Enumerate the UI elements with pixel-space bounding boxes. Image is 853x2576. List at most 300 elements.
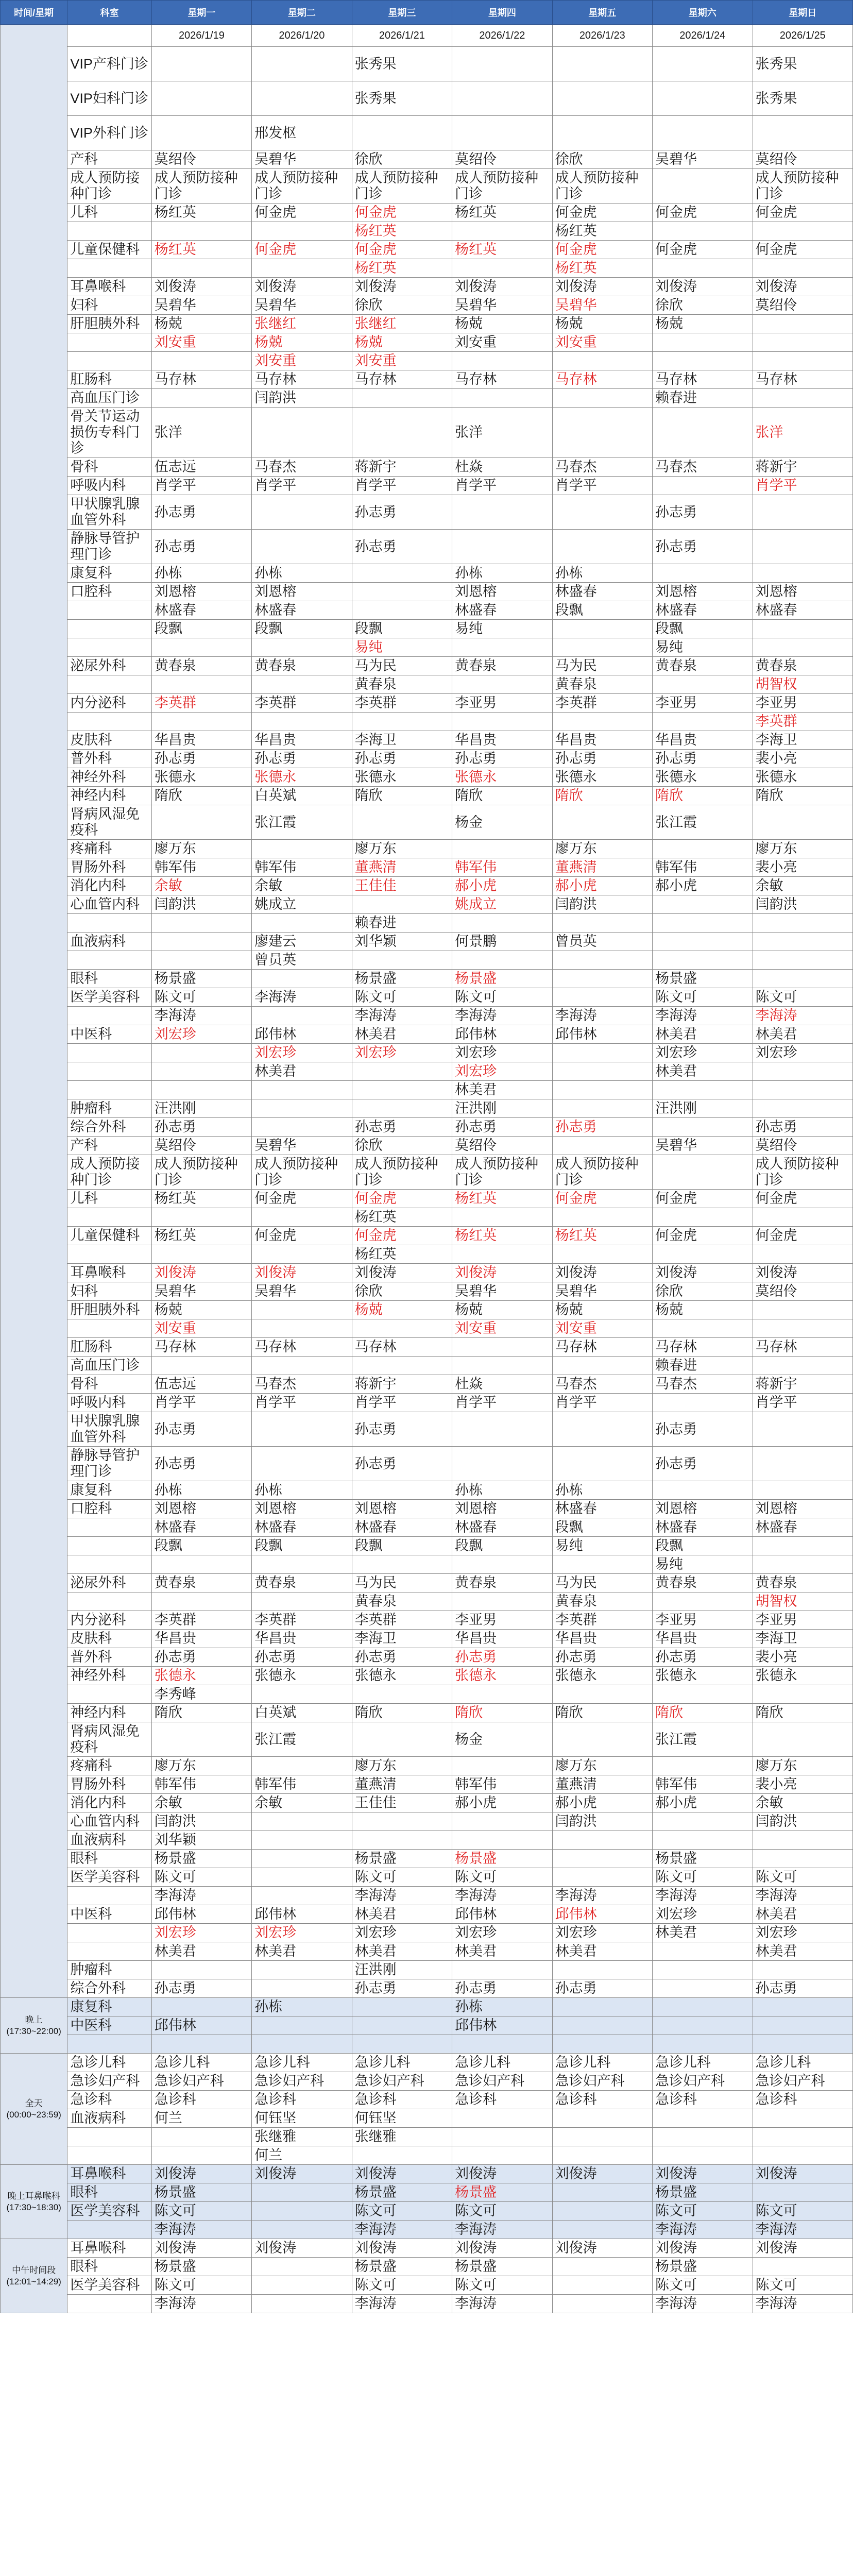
doctor-cell	[552, 47, 652, 81]
doctor-cell	[151, 1081, 251, 1099]
doctor-cell: 急诊科	[552, 2091, 652, 2109]
doctor-cell	[452, 1831, 552, 1850]
doctor-cell: 孙志勇	[552, 1118, 652, 1137]
doctor-cell: 闫韵洪	[753, 1812, 852, 1831]
doctor-cell: 廖万东	[552, 840, 652, 858]
table-row	[1, 1264, 853, 1282]
doctor-cell	[753, 1685, 852, 1704]
doctor-cell: 刘俊涛	[753, 1264, 852, 1282]
doctor-cell: 孙志勇	[151, 1447, 251, 1481]
department-cell	[67, 1081, 151, 1099]
department-cell: 中医科	[67, 1025, 151, 1044]
doctor-cell: 李海涛	[653, 2295, 753, 2313]
department-cell: 骨关节运动损伤专科门诊	[67, 408, 151, 458]
department-cell: 耳鼻喉科	[67, 2239, 151, 2258]
doctor-cell: 华昌贵	[452, 1630, 552, 1648]
doctor-cell: 刘宏珍	[151, 1025, 251, 1044]
doctor-cell: 黄春泉	[753, 1574, 852, 1592]
doctor-cell: 徐欣	[552, 150, 652, 169]
doctor-cell: 裴小亮	[753, 858, 852, 877]
doctor-cell	[452, 116, 552, 150]
department-cell: 产科	[67, 150, 151, 169]
doctor-cell: 马存林	[653, 1338, 753, 1357]
doctor-cell: 林盛春	[452, 601, 552, 620]
date-cell: 2026/1/20	[252, 25, 352, 47]
department-cell: 口腔科	[67, 583, 151, 601]
doctor-cell: 何金虎	[653, 1227, 753, 1245]
doctor-cell: 李海涛	[753, 1007, 852, 1025]
doctor-cell: 刘华颖	[151, 1831, 251, 1850]
doctor-cell	[352, 389, 452, 408]
doctor-cell	[552, 1447, 652, 1481]
table-row	[1, 1924, 853, 1942]
department-cell	[67, 25, 151, 47]
doctor-cell: 刘俊涛	[452, 2239, 552, 2258]
doctor-cell: 孙栋	[452, 564, 552, 583]
doctor-cell: 刘恩榕	[151, 1500, 251, 1518]
doctor-cell: 杨红英	[352, 1208, 452, 1227]
department-cell	[67, 638, 151, 657]
doctor-cell: 肖学平	[352, 477, 452, 495]
doctor-cell: 段飘	[151, 1537, 251, 1555]
doctor-cell: 华昌贵	[552, 1630, 652, 1648]
table-row	[1, 2183, 853, 2202]
doctor-cell	[552, 1137, 652, 1155]
doctor-cell: 何金虎	[753, 241, 852, 259]
table-row	[1, 1282, 853, 1301]
doctor-cell: 赖春进	[653, 389, 753, 408]
doctor-cell: 成人预防接种门诊	[452, 1155, 552, 1190]
doctor-cell: 马春杰	[653, 1375, 753, 1394]
doctor-cell: 刘安重	[452, 333, 552, 352]
doctor-cell	[252, 675, 352, 694]
doctor-cell	[753, 1537, 852, 1555]
time-section	[1, 25, 853, 1998]
doctor-cell: 陈文可	[151, 2202, 251, 2221]
doctor-cell	[252, 1447, 352, 1481]
table-row	[1, 2035, 853, 2054]
doctor-cell: 赖春进	[352, 914, 452, 933]
doctor-cell: 李亚男	[653, 694, 753, 713]
doctor-cell	[151, 1062, 251, 1081]
doctor-cell: 何金虎	[252, 204, 352, 222]
doctor-cell	[151, 47, 251, 81]
doctor-cell: 孙栋	[452, 1481, 552, 1500]
doctor-cell	[552, 951, 652, 970]
doctor-cell: 刘宏珍	[552, 1924, 652, 1942]
table-row	[1, 1245, 853, 1264]
doctor-cell: 杨景盛	[352, 970, 452, 988]
doctor-cell: 孙志勇	[252, 750, 352, 768]
doctor-cell	[352, 1081, 452, 1099]
doctor-cell: 刘恩榕	[653, 583, 753, 601]
doctor-cell: 李亚男	[452, 694, 552, 713]
doctor-cell: 孙志勇	[352, 1979, 452, 1998]
doctor-cell: 徐欣	[352, 296, 452, 315]
doctor-cell: 何兰	[252, 2146, 352, 2165]
doctor-cell	[753, 2128, 852, 2146]
doctor-cell: 蒋新宇	[753, 458, 852, 477]
doctor-cell: 林盛春	[252, 1518, 352, 1537]
doctor-cell	[753, 1831, 852, 1850]
doctor-cell: 马存林	[653, 370, 753, 389]
doctor-cell	[252, 1685, 352, 1704]
doctor-cell: 张继红	[252, 315, 352, 333]
doctor-cell: 杨景盛	[352, 2183, 452, 2202]
department-cell: 医学美容科	[67, 1868, 151, 1887]
doctor-cell	[452, 1338, 552, 1357]
doctor-cell: 刘俊涛	[151, 2165, 251, 2183]
doctor-cell: 韩军伟	[452, 858, 552, 877]
doctor-cell: 伍志远	[151, 458, 251, 477]
doctor-cell: 刘俊涛	[452, 2165, 552, 2183]
table-row	[1, 1905, 853, 1924]
doctor-cell	[252, 259, 352, 278]
doctor-cell	[352, 408, 452, 458]
doctor-cell: 姚成立	[452, 895, 552, 914]
doctor-cell: 杨景盛	[452, 2183, 552, 2202]
department-cell	[67, 914, 151, 933]
doctor-cell: 刘宏珍	[252, 1924, 352, 1942]
doctor-cell: 韩军伟	[252, 858, 352, 877]
doctor-cell: 急诊科	[151, 2091, 251, 2109]
doctor-cell: 邱伟林	[151, 1905, 251, 1924]
doctor-cell: 华昌贵	[252, 1630, 352, 1648]
doctor-cell: 廖万东	[352, 1757, 452, 1775]
table-row	[1, 787, 853, 805]
doctor-cell: 林美君	[653, 1062, 753, 1081]
table-row	[1, 2054, 853, 2072]
doctor-cell: 杨兢	[452, 1301, 552, 1319]
table-row	[1, 1190, 853, 1208]
doctor-cell	[753, 2183, 852, 2202]
date-row	[1, 25, 853, 47]
doctor-cell: 吴碧华	[252, 296, 352, 315]
department-cell: 泌尿外科	[67, 657, 151, 675]
department-cell: 口腔科	[67, 1500, 151, 1518]
doctor-cell: 邱伟林	[252, 1905, 352, 1924]
doctor-cell	[252, 970, 352, 988]
department-cell	[67, 601, 151, 620]
doctor-cell: 张德永	[452, 768, 552, 787]
doctor-cell: 陈文可	[352, 1868, 452, 1887]
doctor-cell: 陈文可	[452, 1868, 552, 1887]
doctor-cell: 张洋	[753, 408, 852, 458]
doctor-cell: 刘恩榕	[151, 583, 251, 601]
doctor-cell: 刘恩榕	[352, 1500, 452, 1518]
table-row	[1, 2146, 853, 2165]
doctor-cell	[653, 1812, 753, 1831]
doctor-cell: 成人预防接种门诊	[352, 169, 452, 204]
doctor-cell: 李亚男	[452, 1611, 552, 1630]
doctor-cell: 孙志勇	[151, 1648, 251, 1667]
department-cell: 眼科	[67, 1850, 151, 1868]
department-cell	[67, 1592, 151, 1611]
doctor-cell	[653, 2128, 753, 2146]
doctor-cell	[151, 933, 251, 951]
doctor-cell: 刘恩榕	[452, 1500, 552, 1518]
doctor-cell: 刘华颖	[352, 933, 452, 951]
doctor-cell	[252, 530, 352, 564]
department-cell	[67, 620, 151, 638]
doctor-cell: 林盛春	[151, 1518, 251, 1537]
doctor-cell: 吴碧华	[151, 1282, 251, 1301]
doctor-cell: 急诊科	[753, 2091, 852, 2109]
doctor-cell: 急诊儿科	[151, 2054, 251, 2072]
doctor-cell: 马为民	[352, 657, 452, 675]
doctor-cell: 杨红英	[151, 204, 251, 222]
doctor-cell: 肖学平	[452, 1394, 552, 1412]
doctor-cell: 何金虎	[352, 241, 452, 259]
doctor-cell	[653, 1942, 753, 1961]
table-row	[1, 2276, 853, 2295]
doctor-cell: 韩军伟	[653, 1775, 753, 1794]
doctor-cell: 杨景盛	[653, 1850, 753, 1868]
table-row	[1, 805, 853, 840]
doctor-cell	[653, 1592, 753, 1611]
doctor-cell: 张江霞	[252, 805, 352, 840]
doctor-cell	[552, 1245, 652, 1264]
doctor-cell: 孙志勇	[352, 750, 452, 768]
doctor-cell: 林美君	[753, 1025, 852, 1044]
doctor-cell	[352, 895, 452, 914]
table-row	[1, 370, 853, 389]
doctor-cell: 刘恩榕	[753, 583, 852, 601]
doctor-cell	[753, 951, 852, 970]
doctor-cell: 急诊儿科	[552, 2054, 652, 2072]
doctor-cell: 林美君	[151, 1942, 251, 1961]
table-row	[1, 951, 853, 970]
doctor-cell: 董燕清	[352, 1775, 452, 1794]
doctor-cell: 刘俊涛	[653, 2239, 753, 2258]
doctor-cell: 闫韵洪	[151, 895, 251, 914]
doctor-cell	[552, 1868, 652, 1887]
doctor-cell	[653, 1208, 753, 1227]
department-cell	[67, 1942, 151, 1961]
doctor-cell: 吴碧华	[151, 296, 251, 315]
doctor-cell: 华昌贵	[151, 731, 251, 750]
doctor-cell	[252, 1555, 352, 1574]
table-row	[1, 2221, 853, 2239]
doctor-cell	[653, 2109, 753, 2128]
doctor-cell	[252, 1301, 352, 1319]
doctor-cell	[151, 2035, 251, 2054]
doctor-cell	[753, 914, 852, 933]
department-cell: 康复科	[67, 1998, 151, 2016]
doctor-cell: 姚成立	[252, 895, 352, 914]
table-row	[1, 1887, 853, 1905]
time-period-cell: 晚上 (17:30~22:00)	[1, 1998, 67, 2054]
doctor-cell	[252, 81, 352, 116]
doctor-cell: 裴小亮	[753, 750, 852, 768]
doctor-cell: 林盛春	[753, 1518, 852, 1537]
doctor-cell	[452, 222, 552, 241]
department-cell: 成人预防接种门诊	[67, 169, 151, 204]
doctor-cell: 孙栋	[252, 564, 352, 583]
time-period-cell: 中午时间段 (12:01~14:29)	[1, 2239, 67, 2313]
department-cell: 神经外科	[67, 768, 151, 787]
table-row	[1, 1518, 853, 1537]
doctor-cell: 刘俊涛	[552, 2165, 652, 2183]
department-cell: 肾病风湿免疫科	[67, 805, 151, 840]
doctor-cell	[753, 970, 852, 988]
doctor-cell: 刘安重	[452, 1319, 552, 1338]
doctor-cell: 刘俊涛	[653, 2165, 753, 2183]
department-cell: 产科	[67, 1137, 151, 1155]
table-row	[1, 1942, 853, 1961]
doctor-cell: 肖学平	[753, 477, 852, 495]
doctor-cell: 林美君	[452, 1081, 552, 1099]
table-row	[1, 1375, 853, 1394]
table-row	[1, 2165, 853, 2183]
doctor-cell: 廖万东	[151, 1757, 251, 1775]
doctor-cell: 刘恩榕	[653, 1500, 753, 1518]
doctor-cell	[753, 352, 852, 370]
doctor-cell	[151, 675, 251, 694]
doctor-cell: 董燕清	[352, 858, 452, 877]
department-cell: 妇科	[67, 1282, 151, 1301]
doctor-cell	[653, 1961, 753, 1979]
doctor-cell	[653, 1757, 753, 1775]
doctor-cell: 余敏	[753, 877, 852, 895]
table-row	[1, 768, 853, 787]
doctor-cell: 张德永	[352, 1667, 452, 1685]
doctor-cell: 蒋新宇	[352, 1375, 452, 1394]
doctor-cell: 余敏	[151, 877, 251, 895]
doctor-cell	[653, 1831, 753, 1850]
department-header: 科室	[67, 1, 151, 25]
doctor-cell: 林盛春	[653, 601, 753, 620]
doctor-cell	[352, 1831, 452, 1850]
table-row	[1, 47, 853, 81]
doctor-cell: 孙志勇	[352, 1412, 452, 1447]
doctor-cell: 吴碧华	[452, 1282, 552, 1301]
doctor-cell: 成人预防接种门诊	[352, 1155, 452, 1190]
doctor-cell: 莫绍伶	[753, 1282, 852, 1301]
doctor-cell: 刘俊涛	[452, 1264, 552, 1282]
doctor-cell	[252, 1118, 352, 1137]
doctor-cell	[753, 2035, 852, 2054]
doctor-cell: 黄春泉	[452, 1574, 552, 1592]
doctor-cell: 邱伟林	[252, 1025, 352, 1044]
doctor-cell: 刘恩榕	[753, 1500, 852, 1518]
doctor-cell	[352, 951, 452, 970]
doctor-cell: 刘俊涛	[653, 1264, 753, 1282]
doctor-cell	[151, 1722, 251, 1757]
doctor-cell	[552, 1412, 652, 1447]
doctor-cell: 黄春泉	[452, 657, 552, 675]
doctor-cell	[452, 495, 552, 530]
doctor-cell	[552, 1850, 652, 1868]
department-cell: 医学美容科	[67, 2202, 151, 2221]
doctor-cell	[552, 1831, 652, 1850]
doctor-cell: 马存林	[352, 1338, 452, 1357]
doctor-cell	[452, 47, 552, 81]
department-cell: 急诊儿科	[67, 2054, 151, 2072]
table-row	[1, 1611, 853, 1630]
department-cell	[67, 1007, 151, 1025]
doctor-cell	[252, 1099, 352, 1118]
table-row	[1, 1979, 853, 1998]
table-row	[1, 1481, 853, 1500]
doctor-cell	[753, 530, 852, 564]
doctor-cell	[552, 713, 652, 731]
doctor-cell: 陈文可	[653, 2276, 753, 2295]
weekday-header: 星期五	[552, 1, 652, 25]
doctor-cell: 何金虎	[252, 1227, 352, 1245]
doctor-cell: 杨红英	[352, 259, 452, 278]
table-row	[1, 241, 853, 259]
department-cell: 皮肤科	[67, 1630, 151, 1648]
doctor-cell	[552, 352, 652, 370]
table-row	[1, 477, 853, 495]
doctor-cell	[753, 1245, 852, 1264]
doctor-cell	[151, 2128, 251, 2146]
doctor-cell	[252, 914, 352, 933]
doctor-cell: 何钰坚	[252, 2109, 352, 2128]
doctor-cell	[352, 713, 452, 731]
doctor-cell: 徐欣	[653, 296, 753, 315]
doctor-cell: 陈文可	[352, 2202, 452, 2221]
doctor-cell	[753, 2146, 852, 2165]
department-cell: 综合外科	[67, 1118, 151, 1137]
doctor-cell: 杨景盛	[452, 970, 552, 988]
doctor-cell	[452, 1447, 552, 1481]
doctor-cell: 杨红英	[151, 1190, 251, 1208]
doctor-cell: 段飘	[452, 1537, 552, 1555]
doctor-cell: 林美君	[352, 1942, 452, 1961]
doctor-cell: 徐欣	[352, 1137, 452, 1155]
table-row	[1, 1592, 853, 1611]
doctor-cell: 李亚男	[753, 694, 852, 713]
doctor-cell: 杨景盛	[151, 1850, 251, 1868]
doctor-cell: 张德永	[352, 768, 452, 787]
doctor-cell: 陈文可	[653, 988, 753, 1007]
table-row	[1, 1831, 853, 1850]
doctor-cell: 张德永	[653, 768, 753, 787]
doctor-cell: 杨兢	[653, 1301, 753, 1319]
doctor-cell: 李海涛	[653, 1007, 753, 1025]
doctor-cell	[552, 2146, 652, 2165]
doctor-cell: 成人预防接种门诊	[252, 169, 352, 204]
doctor-cell	[352, 1555, 452, 1574]
date-cell: 2026/1/25	[753, 25, 852, 47]
doctor-cell	[753, 1850, 852, 1868]
department-cell: 血液病科	[67, 2109, 151, 2128]
table-row	[1, 2072, 853, 2091]
department-cell	[67, 1555, 151, 1574]
doctor-cell	[252, 2295, 352, 2313]
department-cell	[67, 222, 151, 241]
doctor-cell: 孙志勇	[352, 530, 452, 564]
doctor-cell: 李亚男	[653, 1611, 753, 1630]
doctor-cell: 李海涛	[352, 2221, 452, 2239]
department-cell	[67, 2221, 151, 2239]
doctor-cell	[452, 1685, 552, 1704]
doctor-cell: 急诊妇产科	[252, 2072, 352, 2091]
department-cell: 医学美容科	[67, 988, 151, 1007]
table-row	[1, 583, 853, 601]
date-cell: 2026/1/21	[352, 25, 452, 47]
doctor-cell: 廖万东	[552, 1757, 652, 1775]
doctor-cell: 张江霞	[252, 1722, 352, 1757]
doctor-cell: 徐欣	[653, 1282, 753, 1301]
doctor-cell	[753, 1081, 852, 1099]
table-row	[1, 914, 853, 933]
doctor-cell: 何金虎	[552, 204, 652, 222]
department-cell: 胃肠外科	[67, 1775, 151, 1794]
department-cell	[67, 1518, 151, 1537]
